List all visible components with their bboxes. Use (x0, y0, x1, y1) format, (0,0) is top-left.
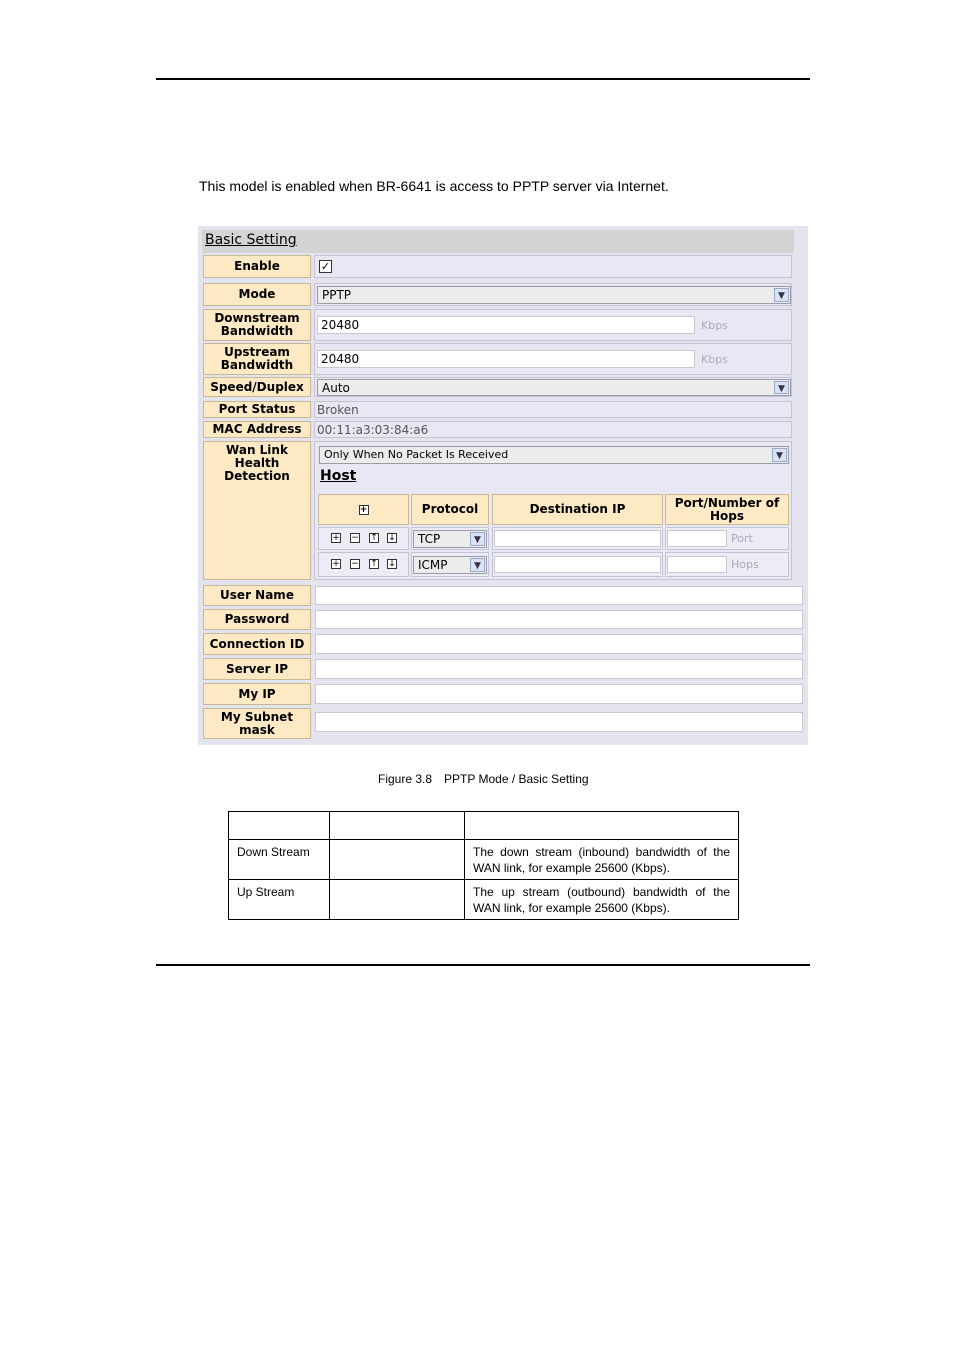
host-row-1-buttons (318, 527, 409, 550)
my-subnet-mask-input[interactable] (315, 712, 803, 732)
host-add-cell (318, 494, 409, 525)
upstream-unit: Kbps (701, 353, 728, 366)
remove-row-icon[interactable]: − (351, 533, 359, 543)
host-row-2-protocol-select[interactable] (413, 556, 487, 574)
user-name-input[interactable] (315, 586, 803, 605)
move-up-icon[interactable]: ↑ (370, 559, 378, 569)
host-row-2-destination-cell (492, 552, 663, 577)
enable-cell (314, 255, 792, 278)
port-status-value: Broken (317, 403, 359, 417)
table-cell: Up Stream (229, 880, 330, 920)
speed-duplex-label: Speed/Duplex (203, 377, 311, 397)
col-protocol: Protocol (411, 494, 489, 525)
table-cell (229, 812, 330, 840)
host-row-1-port-cell (665, 527, 789, 550)
connection-id-label: Connection ID (203, 633, 311, 655)
host-row-1-port-unit: Port (731, 532, 753, 545)
downstream-unit: Kbps (701, 319, 728, 332)
host-row-2-destination-input[interactable] (494, 556, 661, 573)
table-cell (330, 840, 465, 880)
downstream-label: Downstream Bandwidth (203, 309, 311, 341)
speed-duplex-cell (314, 377, 792, 397)
host-row-2-protocol-cell (411, 552, 489, 577)
wan-link-value: Only When No Packet Is Received (324, 448, 509, 461)
user-name-label: User Name (203, 585, 311, 606)
port-status-cell (314, 401, 792, 418)
downstream-input[interactable]: 20480 (317, 316, 695, 334)
upstream-label: Upstream Bandwidth (203, 343, 311, 375)
table-row (229, 812, 739, 840)
password-label: Password (203, 609, 311, 630)
mode-select-value: PPTP (322, 288, 352, 302)
password-input[interactable] (315, 610, 803, 629)
chevron-down-icon: ▼ (470, 532, 485, 546)
col-port-hops: Port/Number of Hops (665, 494, 789, 525)
mac-address-cell (314, 421, 792, 438)
table-cell (330, 880, 465, 920)
chevron-down-icon: ▼ (774, 288, 789, 302)
table-cell (330, 812, 465, 840)
my-ip-input[interactable] (315, 684, 803, 704)
my-subnet-mask-label: My Subnet mask (203, 708, 311, 739)
add-icon[interactable]: + (359, 504, 368, 515)
panel-header: Basic Setting (202, 230, 794, 253)
host-row-1-destination-cell (492, 527, 663, 550)
host-row-1-destination-input[interactable] (494, 530, 661, 547)
server-ip-label: Server IP (203, 658, 311, 680)
upstream-cell (314, 343, 792, 375)
intro-paragraph: This model is enabled when BR-6641 is access to PPTP server via Internet. (199, 178, 669, 194)
my-ip-label: My IP (203, 683, 311, 705)
add-row-icon[interactable]: + (332, 533, 340, 543)
move-down-icon[interactable]: ↓ (388, 533, 396, 543)
remove-row-icon[interactable]: − (351, 559, 359, 569)
mac-address-label: MAC Address (203, 421, 311, 438)
enable-checkbox[interactable]: ✓ (320, 260, 331, 273)
table-cell: The up stream (outbound) bandwidth of the WAN link, for example 25600 (Kbps). (465, 880, 739, 920)
chevron-down-icon: ▼ (772, 448, 787, 462)
mode-cell (314, 283, 792, 306)
upstream-input[interactable]: 20480 (317, 350, 695, 368)
table-row (229, 880, 739, 920)
host-row-1-protocol: TCP (418, 532, 441, 546)
mode-label: Mode (203, 283, 311, 306)
host-row-2-port-cell (665, 552, 789, 577)
chevron-down-icon: ▼ (774, 381, 789, 394)
speed-duplex-value: Auto (322, 381, 350, 395)
table-cell: Down Stream (229, 840, 330, 880)
host-row-2-buttons (318, 552, 409, 577)
top-rule (156, 78, 810, 80)
col-destination-ip: Destination IP (492, 494, 663, 525)
host-label: Host (320, 468, 357, 484)
description-table (228, 811, 739, 920)
host-row-2-hops-input[interactable] (667, 556, 727, 573)
speed-duplex-select[interactable] (317, 379, 791, 396)
move-up-icon[interactable]: ↑ (370, 533, 378, 543)
host-row-1-port-input[interactable] (667, 530, 727, 547)
downstream-cell (314, 309, 792, 341)
basic-setting-panel (198, 226, 808, 745)
figure-caption: Figure 3.8 PPTP Mode / Basic Setting (378, 772, 589, 786)
move-down-icon[interactable]: ↓ (388, 559, 396, 569)
table-cell (465, 812, 739, 840)
host-row-1-protocol-cell (411, 527, 489, 550)
port-status-label: Port Status (203, 401, 311, 418)
host-row-2-hops-unit: Hops (731, 558, 759, 571)
chevron-down-icon: ▼ (470, 558, 485, 572)
host-row-1-protocol-select[interactable] (413, 530, 487, 548)
connection-id-input[interactable] (315, 634, 803, 654)
table-row (229, 840, 739, 880)
mac-address-value: 00:11:a3:03:84:a6 (317, 423, 429, 437)
add-row-icon[interactable]: + (332, 559, 340, 569)
enable-label: Enable (203, 255, 311, 278)
wan-link-select[interactable] (319, 446, 789, 464)
table-cell: The down stream (inbound) bandwidth of the WAN link, for example 25600 (Kbps). (465, 840, 739, 880)
host-row-2-protocol: ICMP (418, 558, 448, 572)
mode-select[interactable] (317, 286, 791, 304)
wan-link-label: Wan Link Health Detection (203, 441, 311, 580)
server-ip-input[interactable] (315, 659, 803, 679)
bottom-rule (156, 964, 810, 966)
